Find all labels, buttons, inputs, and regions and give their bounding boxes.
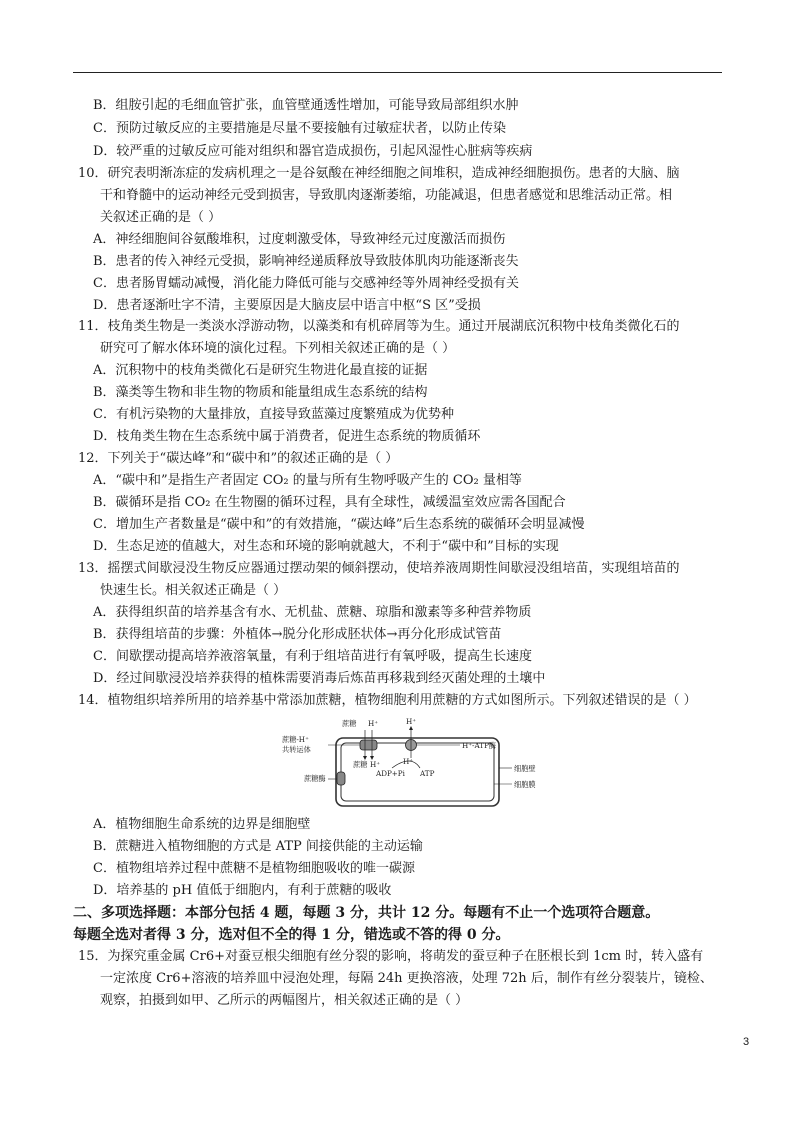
- q9-option-c: C．预防过敏反应的主要措施是尽量不要接触有过敏症状者，以防止传染: [93, 121, 506, 136]
- q14-option-d: D．培养基的 pH 值低于细胞内，有利于蔗糖的吸收: [93, 883, 392, 898]
- q13-stem: 快速生长。相关叙述正确是（ ）: [100, 583, 287, 598]
- q13-option-d: D．经过间歇浸没培养获得的植株需要消毒后炼苗再移栽到经灭菌处理的土壤中: [93, 671, 546, 686]
- q10-option-a: A．神经细胞间谷氨酸堆积，过度刺激受体，导致神经元过度激活而损伤: [93, 232, 506, 247]
- q10-option-d: D．患者逐渐吐字不清，主要原因是大脑皮层中语言中枢“S 区”受损: [93, 298, 481, 313]
- sucrose-label: 蔗糖: [342, 719, 357, 728]
- adp-label: ADP+Pi: [376, 769, 405, 778]
- q11-option-c: C．有机污染物的大量排放，直接导致蓝藻过度繁殖成为优势种: [93, 407, 454, 422]
- proton-label: H⁺: [403, 757, 414, 766]
- q13-stem: 13．摇摆式间歇浸没生物反应器通过摆动架的倾斜摆动，使培养液周期性间歇浸没组培苗，实现组培苗的: [78, 561, 680, 576]
- q11-stem: 研究可了解水体环境的演化过程。下列相关叙述正确的是（ ）: [100, 341, 456, 356]
- q13-option-a: A．获得组织苗的培养基含有水、无机盐、蔗糖、琼脂和激素等多种营养物质: [93, 605, 532, 620]
- section-heading: 每题全选对者得 3 分，选对但不全的得 1 分，错选或不答的得 0 分。: [73, 927, 510, 943]
- cell-membrane-shape: [341, 741, 497, 801]
- q10-stem: 关叙述正确的是（ ）: [100, 210, 222, 225]
- q10-stem: 10．研究表明渐冻症的发病机理之一是谷氨酸在神经细胞之间堆积，造成神经细胞损伤。患者的大脑、脑: [78, 166, 680, 181]
- header-rule: [73, 72, 722, 73]
- q14-stem: 14．植物组织培养所用的培养基中常添加蔗糖，植物细胞利用蔗糖的方式如图所示。下列叙述错误的是（ ）: [78, 693, 697, 708]
- q15-stem: 一定浓度 Cr6+溶液的培养皿中浸泡处理，每隔 24h 更换溶液，处理 72h 后，制作有丝分裂装片，镜检、: [100, 971, 713, 986]
- page-number: 3: [743, 1036, 750, 1048]
- q11-stem: 11．枝角类生物是一类淡水浮游动物，以藻类和有机碎屑等为生。通过开展湖底沉积物中枝角类微化石的: [78, 319, 680, 334]
- cotransporter-shape: [360, 740, 377, 750]
- q10-option-b: B．患者的传入神经元受损，影响神经递质释放导致肢体肌肉功能逐渐丧失: [93, 254, 519, 269]
- q15-stem: 15．为探究重金属 Cr6+对蚕豆根尖细胞有丝分裂的影响，将萌发的蚕豆种子在胚根长到 1cm 时，转入盛有: [78, 949, 704, 964]
- q12-stem: 12．下列关于“碳达峰”和“碳中和”的叙述正确的是（ ）: [78, 451, 399, 466]
- atpase-label: H⁺-ATP酶: [462, 741, 497, 750]
- q13-option-b: B．获得组培苗的步骤：外植体→脱分化形成胚状体→再分化形成试管苗: [93, 627, 502, 642]
- proton-label: H⁺: [406, 718, 417, 726]
- q12-option-a: A．“碳中和”是指生产者固定 CO₂ 的量与所有生物呼吸产生的 CO₂ 量相等: [93, 473, 522, 488]
- q14-option-b: B．蔗糖进入植物细胞的方式是 ATP 间接供能的主动运输: [93, 839, 423, 854]
- sucrose-transport-diagram: [280, 718, 555, 814]
- q11-option-b: B．藻类等生物和非生物的物质和能量组成生态系统的结构: [93, 385, 428, 400]
- q12-option-d: D．生态足迹的值越大，对生态和环境的影响就越大，不利于“碳中和”目标的实现: [93, 539, 559, 554]
- q12-option-c: C．增加生产者数量是“碳中和”的有效措施，“碳达峰”后生态系统的碳循环会明显减慢: [93, 517, 585, 532]
- proton-label: H⁺: [370, 760, 381, 769]
- q9-option-d: D．较严重的过敏反应可能对组织和器官造成损伤，引起风湿性心脏病等疾病: [93, 144, 533, 159]
- q10-option-c: C．患者肠胃蠕动减慢，消化能力降低可能与交感神经等外周神经受损有关: [93, 276, 519, 291]
- cotransporter-label: 蔗糖-H⁺: [282, 735, 309, 744]
- q14-option-a: A．植物细胞生命系统的边界是细胞壁: [93, 817, 311, 832]
- cotransporter-label: 共转运体: [282, 745, 311, 754]
- section-heading: 二、多项选择题：本部分包括 4 题，每题 3 分，共计 12 分。每题有不止一个选项符合题意。: [73, 905, 660, 921]
- q9-option-b: B．组胺引起的毛细血管扩张，血管壁通透性增加，可能导致局部组织水肿: [93, 98, 519, 113]
- q11-option-a: A．沉积物中的枝角类微化石是研究生物进化最直接的证据: [93, 363, 428, 378]
- q15-stem: 观察，拍摄到如甲、乙所示的两幅图片，相关叙述正确的是（ ）: [100, 993, 469, 1008]
- q14-option-c: C．植物组培养过程中蔗糖不是植物细胞吸收的唯一碳源: [93, 861, 415, 876]
- proton-label: H⁺: [368, 719, 379, 728]
- q13-option-c: C．间歇摆动提高培养液溶氧量，有利于组培苗进行有氧呼吸，提高生长速度: [93, 649, 532, 664]
- cell-membrane-label: 细胞膜: [514, 780, 536, 789]
- q12-option-b: B．碳循环是指 CO₂ 在生物圈的循环过程，具有全球性，减缓温室效应需各国配合: [93, 495, 566, 510]
- cell-wall-label: 细胞壁: [514, 764, 536, 773]
- sucrose-label: 蔗糖: [353, 760, 368, 769]
- atp-label: ATP: [420, 769, 435, 778]
- atpase-arrowhead: [409, 726, 413, 730]
- q11-option-d: D．枝角类生物在生态系统中属于消费者，促进生态系统的物质循环: [93, 429, 481, 444]
- invertase-label: 蔗糖酶: [304, 774, 326, 783]
- q10-stem: 干和脊髓中的运动神经元受到损害，导致肌肉逐渐萎缩，功能减退，但患者感觉和思维活动正常。相: [100, 188, 673, 203]
- invertase-shape: [337, 772, 345, 785]
